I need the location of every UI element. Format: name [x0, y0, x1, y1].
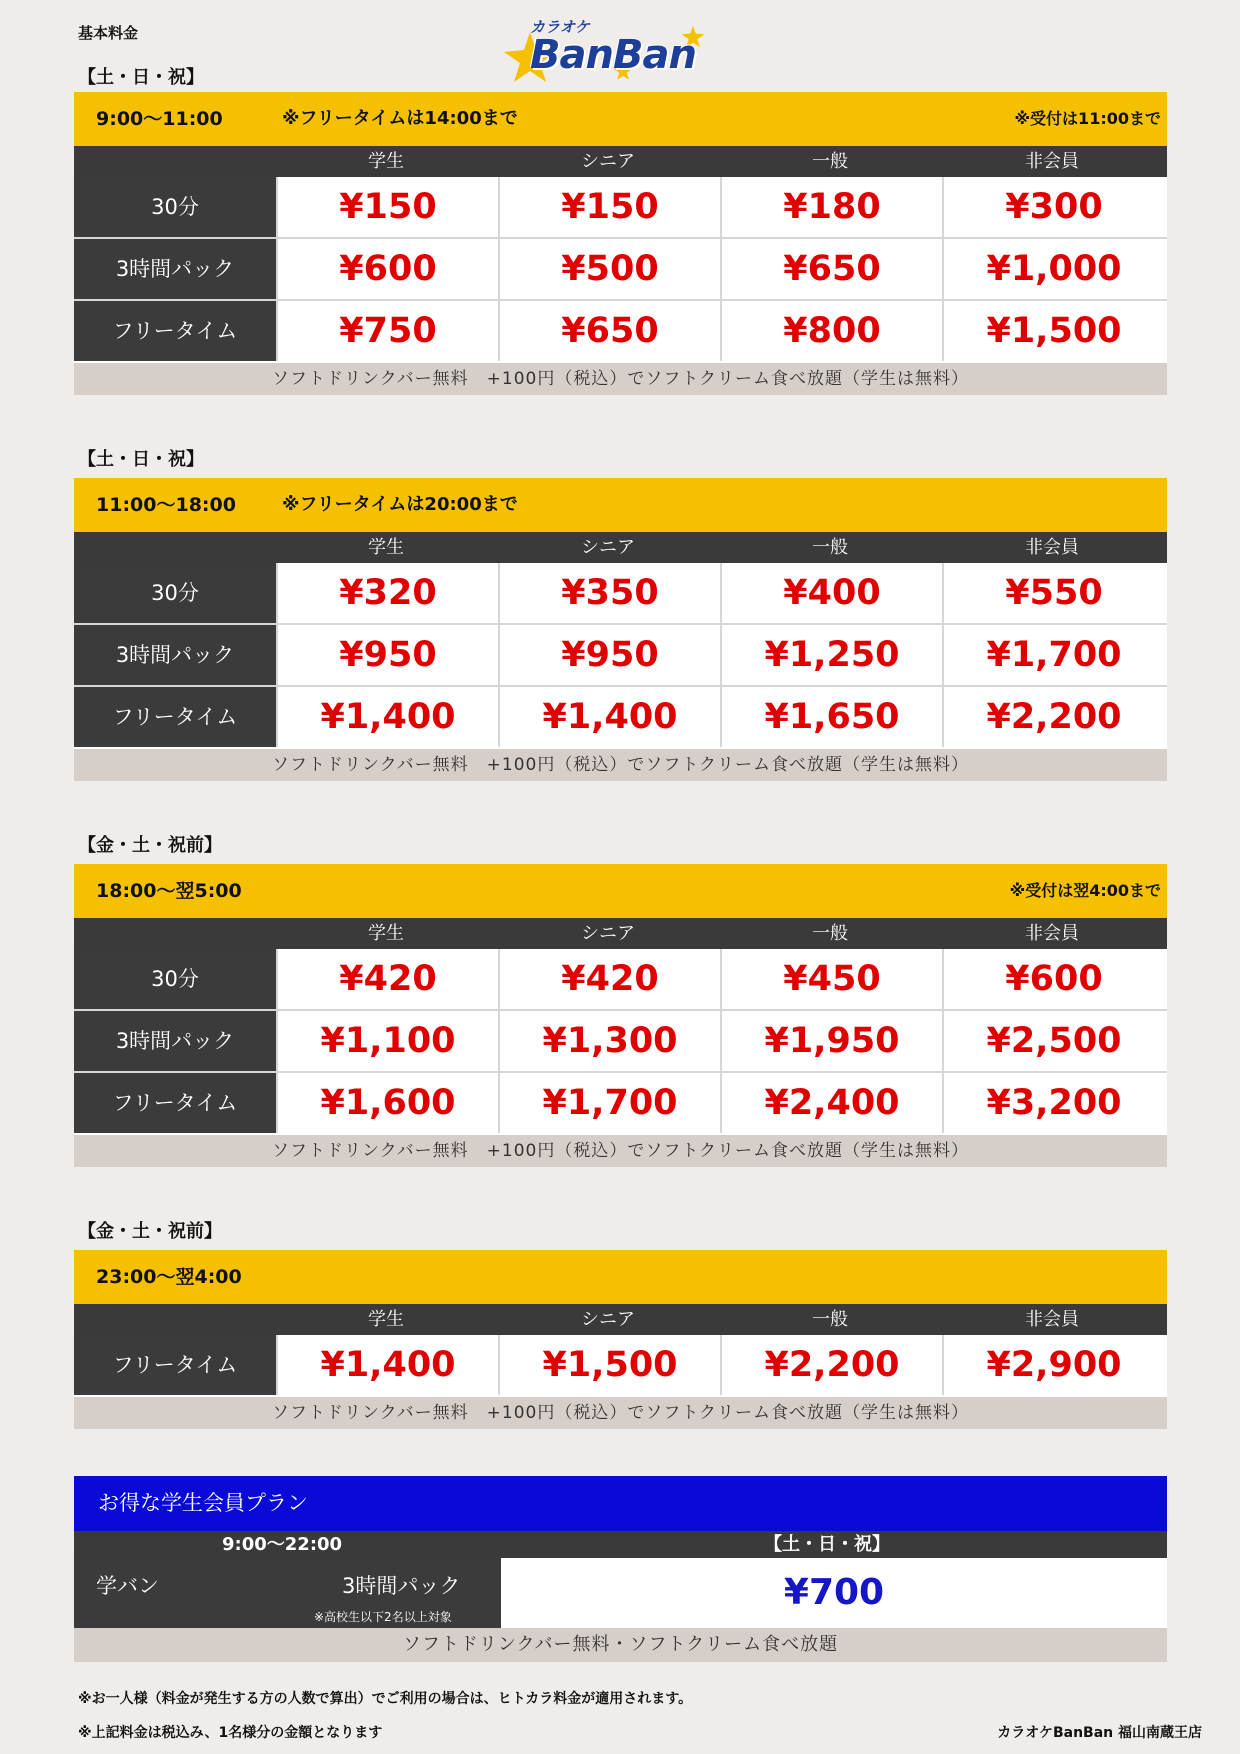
price-row	[74, 177, 1167, 239]
price-cell: ¥1,000	[942, 239, 1164, 299]
student-plan-name: 学バン	[96, 1574, 159, 1598]
row-label: フリータイム	[74, 301, 276, 361]
price-cell: ¥1,100	[276, 1011, 498, 1071]
day-label: 【金・土・祝前】	[78, 1221, 222, 1242]
time-note: ※フリータイムは14:00まで	[282, 108, 518, 129]
time-bar	[74, 864, 1167, 918]
time-bar	[74, 478, 1167, 532]
section-footer: ソフトドリンクバー無料 +100円（税込）でソフトクリーム食べ放題（学生は無料）	[74, 749, 1167, 781]
student-plan-header	[74, 1531, 1167, 1558]
column-student: 学生	[368, 1309, 404, 1330]
row-label: 3時間パック	[74, 1011, 276, 1071]
student-plan-price: ¥700	[783, 1572, 885, 1613]
price-cell: ¥420	[498, 949, 720, 1009]
student-plan-row	[74, 1558, 1167, 1628]
price-cell: ¥950	[276, 625, 498, 685]
store-name: カラオケBanBan 福山南蔵王店	[997, 1725, 1202, 1741]
price-cell: ¥1,300	[498, 1011, 720, 1071]
price-row	[74, 1073, 1167, 1135]
price-row	[74, 301, 1167, 363]
price-row	[74, 1335, 1167, 1397]
reception-note: ※受付は11:00まで	[1014, 109, 1161, 128]
price-cell: ¥1,950	[720, 1011, 942, 1071]
price-cell: ¥350	[498, 563, 720, 623]
price-row	[74, 239, 1167, 301]
solo-usage-note: ※お一人様（料金が発生する方の人数で算出）でご利用の場合は、ヒトカラ料金が適用されます。	[78, 1691, 693, 1707]
student-plan-time: 9:00～22:00	[222, 1534, 343, 1555]
column-non-member: 非会員	[1025, 923, 1079, 944]
column-senior: シニア	[581, 151, 635, 172]
price-cell: ¥1,400	[498, 687, 720, 747]
price-cell: ¥600	[942, 949, 1164, 1009]
price-cell: ¥1,400	[276, 1335, 498, 1395]
price-cell: ¥1,600	[276, 1073, 498, 1133]
section-footer: ソフトドリンクバー無料 +100円（税込）でソフトクリーム食べ放題（学生は無料）	[74, 1397, 1167, 1429]
price-cell: ¥750	[276, 301, 498, 361]
time-range: 23:00～翌4:00	[96, 1266, 242, 1288]
price-row	[74, 625, 1167, 687]
price-cell: ¥1,650	[720, 687, 942, 747]
tax-note: ※上記料金は税込み、1名様分の金額となります	[78, 1725, 383, 1741]
price-cell: ¥2,200	[942, 687, 1164, 747]
price-cell: ¥1,500	[942, 301, 1164, 361]
column-general: 一般	[812, 923, 848, 944]
price-cell: ¥450	[720, 949, 942, 1009]
page-label: 基本料金	[78, 24, 139, 42]
price-cell: ¥420	[276, 949, 498, 1009]
price-row	[74, 687, 1167, 749]
column-general: 一般	[812, 537, 848, 558]
column-non-member: 非会員	[1025, 151, 1079, 172]
time-range: 18:00～翌5:00	[96, 880, 242, 902]
price-cell: ¥2,900	[942, 1335, 1164, 1395]
student-plan-label-cell	[74, 1558, 501, 1628]
column-student: 学生	[368, 537, 404, 558]
row-label: 3時間パック	[74, 625, 276, 685]
banban-logo	[500, 14, 730, 84]
time-bar	[74, 1250, 1167, 1304]
section-footer: ソフトドリンクバー無料 +100円（税込）でソフトクリーム食べ放題（学生は無料）	[74, 1135, 1167, 1167]
price-cell: ¥650	[720, 239, 942, 299]
column-non-member: 非会員	[1025, 1309, 1079, 1330]
logo-katakana: カラオケ	[530, 18, 590, 36]
row-label: 30分	[74, 177, 276, 237]
column-student: 学生	[368, 151, 404, 172]
section-footer: ソフトドリンクバー無料 +100円（税込）でソフトクリーム食べ放題（学生は無料）	[74, 363, 1167, 395]
price-cell: ¥150	[498, 177, 720, 237]
student-plan-pack: 3時間パック	[342, 1574, 461, 1598]
column-general: 一般	[812, 151, 848, 172]
time-bar	[74, 92, 1167, 146]
price-cell: ¥800	[720, 301, 942, 361]
price-row	[74, 949, 1167, 1011]
student-plan-condition: ※高校生以下2名以上対象	[314, 1610, 452, 1624]
row-label: フリータイム	[74, 1335, 276, 1395]
price-cell: ¥400	[720, 563, 942, 623]
price-cell: ¥2,200	[720, 1335, 942, 1395]
price-cell: ¥150	[276, 177, 498, 237]
column-senior: シニア	[581, 1309, 635, 1330]
time-range: 9:00～11:00	[96, 108, 223, 130]
price-cell: ¥300	[942, 177, 1164, 237]
price-cell: ¥1,700	[498, 1073, 720, 1133]
price-cell: ¥550	[942, 563, 1164, 623]
price-cell: ¥1,500	[498, 1335, 720, 1395]
price-row	[74, 1011, 1167, 1073]
time-note: ※フリータイムは20:00まで	[282, 494, 518, 515]
column-student: 学生	[368, 923, 404, 944]
row-label: 3時間パック	[74, 239, 276, 299]
column-senior: シニア	[581, 537, 635, 558]
price-row	[74, 563, 1167, 625]
price-cell: ¥1,400	[276, 687, 498, 747]
logo-word: BanBan	[530, 32, 696, 78]
price-cell: ¥1,700	[942, 625, 1164, 685]
price-cell: ¥180	[720, 177, 942, 237]
price-cell: ¥600	[276, 239, 498, 299]
day-label: 【土・日・祝】	[78, 449, 204, 470]
column-non-member: 非会員	[1025, 537, 1079, 558]
column-senior: シニア	[581, 923, 635, 944]
column-header	[74, 146, 1167, 177]
student-plan-footer: ソフトドリンクバー無料・ソフトクリーム食べ放題	[74, 1628, 1167, 1662]
student-plan-days: 【土・日・祝】	[764, 1534, 890, 1555]
column-header	[74, 1304, 1167, 1335]
day-label: 【金・土・祝前】	[78, 835, 222, 856]
column-general: 一般	[812, 1309, 848, 1330]
reception-note: ※受付は翌4:00まで	[1009, 881, 1161, 900]
row-label: 30分	[74, 949, 276, 1009]
price-cell: ¥3,200	[942, 1073, 1164, 1133]
price-cell: ¥2,400	[720, 1073, 942, 1133]
student-plan-title-bar	[74, 1476, 1167, 1531]
row-label: 30分	[74, 563, 276, 623]
row-label: フリータイム	[74, 687, 276, 747]
row-label: フリータイム	[74, 1073, 276, 1133]
price-cell: ¥320	[276, 563, 498, 623]
price-cell: ¥1,250	[720, 625, 942, 685]
time-range: 11:00～18:00	[96, 494, 236, 516]
column-header	[74, 532, 1167, 563]
day-label: 【土・日・祝】	[78, 67, 204, 88]
price-cell: ¥950	[498, 625, 720, 685]
student-plan-title: お得な学生会員プラン	[98, 1491, 308, 1515]
price-cell: ¥650	[498, 301, 720, 361]
column-header	[74, 918, 1167, 949]
price-cell: ¥500	[498, 239, 720, 299]
price-cell: ¥2,500	[942, 1011, 1164, 1071]
